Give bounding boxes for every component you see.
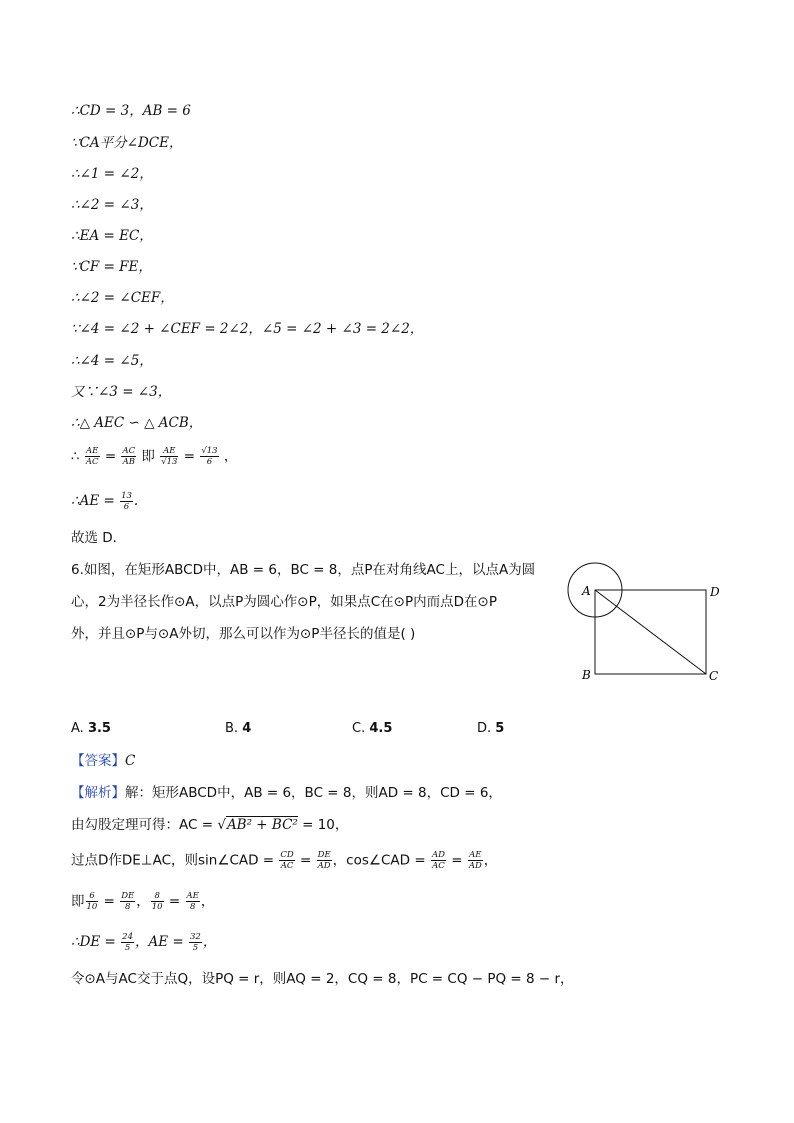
geometry-figure (560, 558, 740, 688)
proof-line-5: ∴EA = EC， (71, 228, 153, 244)
question-line-1: 6.如图，在矩形ABCD中，AB = 6，BC = 8，点P在对角线AC上，以点A为圆 (71, 562, 536, 578)
proof-line-3: ∴∠1 = ∠2， (71, 166, 153, 182)
analysis-line-4: 即 $\frac{6}{10}$ = $\frac{DE}{8}$ ， $\frac{8}{10}$ = $\frac{AE}{8}$ ， (71, 891, 215, 912)
proof-line-8: ∵∠4 = ∠2 + ∠CEF = 2∠2，∠5 = ∠2 + ∠3 = 2∠2， (71, 321, 424, 337)
question-line-2: 心，2为半径长作⊙A，以点P为圆心作⊙P，如果点C在⊙P内而点D在⊙P (71, 594, 497, 610)
answer-line (71, 751, 135, 771)
analysis-line-5: ∴DE = $\frac{24}{5}$ ，AE = $\frac{32}{5}$ ， (71, 932, 217, 953)
label-c: C (709, 669, 719, 683)
label-b: B (582, 668, 591, 682)
option-c[interactable]: C. 4.5 (352, 721, 393, 736)
fraction-ae-ac: $\frac{AE}{AC}$ (85, 446, 99, 467)
fraction-ae-sqrt13: $\frac{AE}{√13}$ (161, 446, 178, 467)
proof-line-2: ∵CA平分∠DCE， (71, 135, 183, 151)
proof-line-4: ∴∠2 = ∠3， (71, 197, 153, 213)
proof-line-11: ∴△ AEC ∽ △ ACB， (71, 415, 203, 431)
option-a[interactable]: A. 3.5 (71, 721, 111, 736)
fraction-ac-ab: $\frac{AC}{AB}$ (122, 446, 136, 467)
ae-result-line: ∴AE = $\frac{13}{6}$ . (71, 491, 139, 512)
option-b[interactable]: B. 4 (225, 721, 252, 736)
fraction-13-6: $\frac{13}{6}$ (121, 491, 132, 512)
analysis-line-6: 令⊙A与AC交于点Q，设PQ = r，则AQ = 2，CQ = 8，PC = CQ − PQ = 8 − r， (71, 971, 574, 987)
analysis-line-1: 【解析】解：矩形ABCD中，AB = 6，BC = 8，则AD = 8，CD = 6， (71, 785, 502, 801)
analysis-line-3: 过点D作DE⊥AC，则sin∠CAD = $\frac{CD}{AC}$ = $\frac{DE}{AD}$ ，cos∠CAD = $\frac{AD}{AC}$ = $\frac{AE}{AD}$ ， (71, 850, 498, 871)
diagonal-ac (595, 590, 706, 674)
question-line-3: 外，并且⊙P与⊙A外切，那么可以作为⊙P半径长的值是( ) (71, 626, 416, 642)
conclusion: 故选 D． (71, 530, 127, 546)
sqrt-radicand: AB² + BC² (226, 817, 298, 833)
answer-value: C (125, 753, 136, 769)
proof-line-9: ∴∠4 = ∠5， (71, 353, 153, 369)
proof-line-6: ∵CF = FE， (71, 259, 152, 275)
proof-line-7: ∴∠2 = ∠CEF， (71, 290, 174, 306)
option-d[interactable]: D. 5 (477, 721, 505, 736)
proof-line-10: 又∵∠3 = ∠3， (71, 384, 172, 400)
label-d: D (710, 585, 720, 599)
proof-line-1: ∴CD = 3，AB = 6 (71, 103, 191, 119)
label-a: A (582, 584, 591, 598)
analysis-line-2: 由勾股定理可得：AC = √AB² + BC² = 10， (71, 817, 349, 833)
answer-tag: 【答案】 (71, 753, 125, 769)
ratio-line: ∴ $\frac{AE}{AC}$ = $\frac{AC}{AB}$ 即 $\frac{AE}{√13}$ = $\frac{√13}{6}$ ， (71, 446, 238, 467)
analysis-tag: 【解析】 (71, 785, 125, 801)
fraction-sqrt13-6: $\frac{√13}{6}$ (201, 446, 218, 467)
ratio-prefix: ∴ (71, 448, 80, 465)
